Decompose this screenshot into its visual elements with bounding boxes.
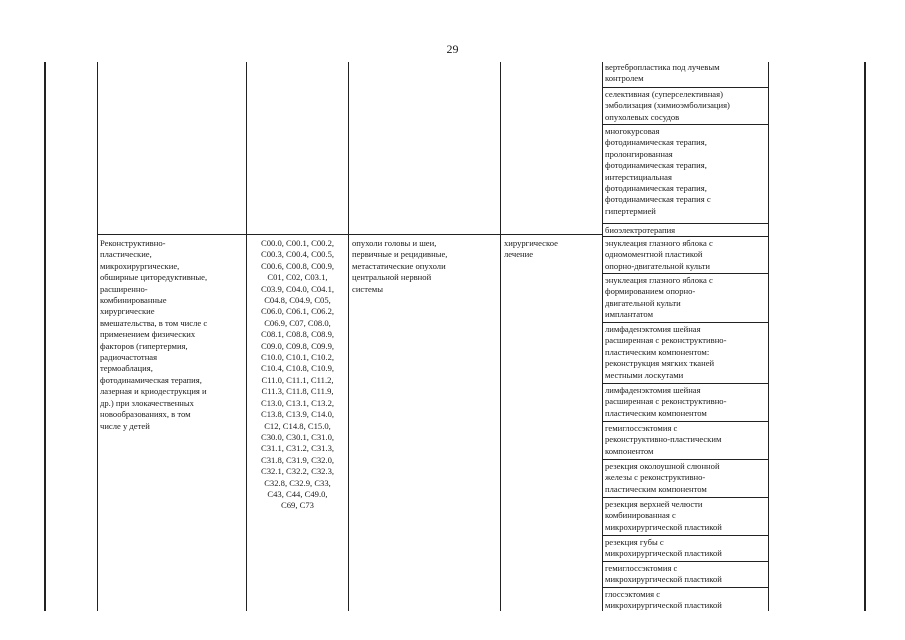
treatment-cell [605,499,767,534]
method-cell: Реконструктивно- пластические, микрохирургические, обширные циторедуктивные, расширенно- комбинированные хирургические вмешательства, в том числе с применением физических факторов (гипертермия, радиочастотная термоаблация, фотодинамическая терапия, лазерная и криодеструкция и др.) при злокачественных новообразованиях, в том числе у детей [100,238,208,431]
treatment-divider [602,383,768,384]
treatment-divider [602,421,768,422]
treatment-text: лимфаденэктомия шейная расширенная с реконструктивно- пластическим компонентом: реконструкция мягких тканей местными лоскутами [605,324,727,380]
treatment-divider [602,223,768,224]
treatment-divider [602,587,768,588]
column-divider [768,62,769,611]
treatment-type-cell: хирургическое лечение [504,238,558,260]
treatment-divider [602,322,768,323]
treatment-text: резекция губы с микрохирургической пластикой [605,537,722,559]
treatment-cell [605,537,767,560]
treatment-text: энуклеация глазного яблока с формированием опорно- двигательной культи имплантатом [605,275,713,320]
column-divider [602,62,603,611]
treatment-cell [605,126,767,223]
column-divider [348,62,349,611]
patient-model-cell: опухоли головы и шеи, первичные и рецидивные, метастатические опухоли центральной нервной системы [352,238,448,294]
treatment-divider [602,535,768,536]
treatment-divider [602,561,768,562]
treatment-cell [605,385,767,420]
treatment-text: биоэлектротерапия [605,225,676,235]
treatment-cell [605,423,767,458]
treatment-cell [605,89,767,123]
treatment-text: энуклеация глазного яблока с одномоментной пластикой опорно-двигательной культи [605,238,713,271]
column-divider [97,62,98,611]
treatment-divider [602,87,768,88]
treatment-text: гемиглоссэктомия с реконструктивно-пластическим компонентом [605,423,722,456]
treatment-text: многокурсовая фотодинамическая терапия, пролонгированная фотодинамическая терапия, интерстициальная фотодинамическая терапия, фотодинамическая терапия с гипертермией [605,126,711,216]
treatment-text: гемиглоссэктомия с микрохирургической пластикой [605,563,722,585]
icd-codes-cell: C00.0, C00.1, C00.2, C00.3, C00.4, C00.5, C00.6, C00.8, C00.9, C01, C02, C03.1, C03.9, C04.0, C04.1, C04.8, C04.9, C05, C06.0, C06.1, C06.2, C06.9, C07, C08.0, C08.1, C08.8, C08.9, C09.0, C09.8, C09.9, C10.0, C10.1, C10.2, C10.4, C10.8, C10.9, C11.0, C11.1, C11.2, C11.3, C11.8, C11.9, C13.0, C13.1, C13.2, C13.8, C13.9, C14.0, C12, C14.8, C15.0, C30.0, C30.1, C31.0, C31.1, C31.2, C31.3, C31.8, C31.9, C32.0, C32.1, C32.2, C32.3, C32.8, C32.9, C33, C43, C44, C49.0, C69, C73 [260,238,335,511]
treatment-text: лимфаденэктомия шейная расширенная с реконструктивно- пластическим компонентом [605,385,727,418]
treatment-cell [605,225,767,236]
treatment-text: вертебропластика под лучевым контролем [605,62,720,84]
page-number: 29 [446,42,459,56]
treatment-text: резекция верхней челюсти комбинированная с микрохирургической пластикой [605,499,722,532]
column-divider [246,62,247,611]
treatment-cell [605,275,767,321]
treatment-divider [602,273,768,274]
treatment-cell [605,62,767,86]
treatment-text: резекция околоушной слюнной железы с реконструктивно- пластическим компонентом [605,461,720,494]
treatment-cell [605,563,767,586]
treatment-cell [605,461,767,496]
row-divider [97,234,602,235]
treatment-text: селективная (суперселективная) эмболизация (химиоэмболизация) опухолевых сосудов [605,89,730,122]
treatment-divider [602,124,768,125]
treatment-cell [605,589,767,611]
treatment-cell [605,238,767,272]
page-border-right [864,62,866,611]
page-border-left [44,62,46,611]
treatment-divider [602,459,768,460]
treatment-divider [602,236,768,237]
treatment-cell [605,324,767,382]
treatment-text: глоссэктомия с микрохирургической пластикой [605,589,722,611]
treatment-divider [602,497,768,498]
column-divider [500,62,501,611]
